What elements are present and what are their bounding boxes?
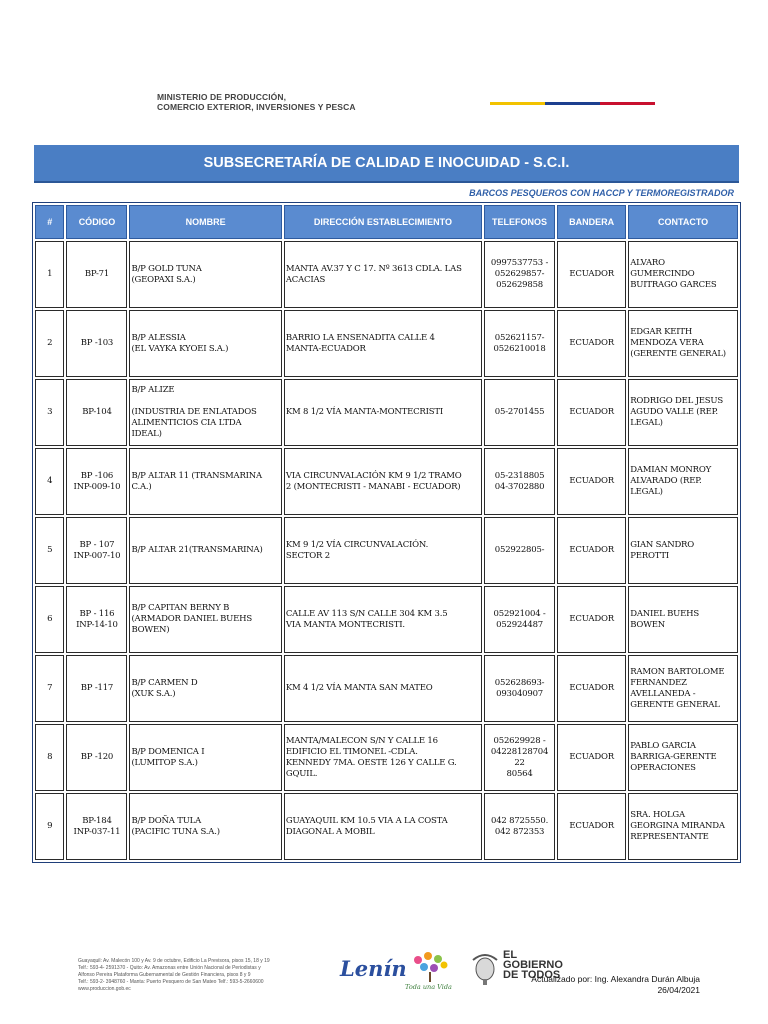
footer-address	[78, 958, 328, 993]
flag-bar	[490, 102, 655, 105]
cell-contacto-line: GEORGINA MIRANDA	[630, 821, 725, 831]
cell-codigo	[66, 517, 127, 584]
header-contacto: CONTACTO	[628, 205, 738, 239]
cell-direccion-line: VIA CIRCUNVALACIÓN KM 9 1/2 TRAMO	[285, 470, 462, 481]
cell-direccion-line: DIAGONAL A MOBIL	[285, 826, 375, 837]
cell-bandera: ECUADOR	[557, 517, 626, 584]
cell-contacto-line: FERNANDEZ	[630, 677, 687, 688]
table-body	[35, 241, 738, 860]
cell-codigo-line: INP-009-10	[73, 481, 121, 492]
cell-bandera: ECUADOR	[557, 241, 626, 308]
cell-nombre-line: B/P DOÑA TULA	[131, 815, 202, 826]
cell-direccion	[284, 793, 482, 860]
cell-nombre	[129, 310, 281, 377]
cell-nombre-line: (EL VAYKA KYOEI S.A.)	[131, 343, 229, 354]
cell-telefonos	[484, 517, 555, 584]
cell-contacto	[628, 379, 738, 446]
table-row	[35, 310, 738, 377]
cell-telefonos	[484, 310, 555, 377]
cell-direccion-line: MANTA/MALECON S/N Y CALLE 16	[285, 735, 438, 746]
updated-by: Actualizado por: Ing. Alexandra Durán Albuja	[531, 974, 700, 984]
cell-bandera: ECUADOR	[557, 379, 626, 446]
cell-codigo-line: BP -103	[80, 338, 114, 348]
flag-stripe-red	[600, 102, 655, 105]
cell-telefonos-line: 042 872353	[494, 826, 545, 837]
cell-contacto-line: DAMIAN MONROY	[630, 465, 712, 475]
header-direccion: DIRECCIÓN ESTABLECIMIENTO	[284, 205, 482, 239]
footer-address-line: www.produccion.gob.ec	[78, 986, 131, 992]
gobierno-logo-line: GOBIERNO	[503, 959, 563, 971]
gobierno-logo-line: EL	[503, 949, 518, 961]
cell-nombre-line: B/P ALESSIA	[131, 332, 186, 343]
cell-nombre-line: C.A.)	[131, 481, 152, 492]
cell-telefonos	[484, 793, 555, 860]
cell-num: 8	[35, 724, 64, 791]
cell-contacto	[628, 241, 738, 308]
flag-stripe-blue	[545, 102, 600, 105]
cell-num: 1	[35, 241, 64, 308]
table-row	[35, 517, 738, 584]
cell-contacto-line: LEGAL)	[630, 487, 663, 497]
cell-nombre	[129, 655, 281, 722]
cell-telefonos-line: 04-3702880	[494, 481, 545, 492]
cell-num: 3	[35, 379, 64, 446]
cell-telefonos-line: 093040907	[496, 688, 543, 699]
cell-telefonos-line: 052621157-	[494, 332, 545, 343]
cell-codigo-line: BP - 116	[79, 608, 115, 619]
cell-contacto	[628, 655, 738, 722]
cell-contacto-line: LEGAL)	[630, 418, 663, 428]
cell-bandera: ECUADOR	[557, 724, 626, 791]
cell-nombre-line: IDEAL)	[131, 429, 162, 439]
cell-telefonos-line: 04228128704 22	[490, 746, 549, 768]
cell-codigo	[66, 655, 127, 722]
cell-contacto-line: PABLO GARCIA	[630, 741, 696, 751]
cell-telefonos-line: 052628693-	[494, 677, 545, 688]
cell-telefonos	[484, 724, 555, 791]
header-telefonos: TELEFONOS	[484, 205, 555, 239]
cell-telefonos-line: 052629858	[496, 280, 543, 290]
header-num: #	[35, 205, 64, 239]
cell-nombre-line: B/P ALTAR 21(TRANSMARINA)	[131, 545, 263, 555]
cell-bandera: ECUADOR	[557, 655, 626, 722]
table-row	[35, 586, 738, 653]
cell-direccion-line: KM 8 1/2 VÍA MANTA-MONTECRISTI	[285, 407, 444, 417]
cell-direccion-line: CALLE AV 113 S/N CALLE 304 KM 3.5	[285, 608, 448, 619]
table-row	[35, 655, 738, 722]
cell-contacto-line: REPRESENTANTE	[630, 832, 709, 842]
cell-nombre	[129, 517, 281, 584]
cell-contacto-line: GUMERCINDO	[630, 269, 695, 279]
cell-codigo	[66, 310, 127, 377]
cell-direccion	[284, 379, 482, 446]
cell-contacto-line: RAMON BARTOLOME	[630, 666, 725, 677]
update-date: 26/04/2021	[657, 985, 700, 995]
cell-direccion	[284, 724, 482, 791]
cell-telefonos	[484, 655, 555, 722]
cell-codigo-line: BP -106	[80, 470, 114, 481]
gobierno-logo-line: DE TODOS	[503, 969, 561, 981]
cell-contacto-line: MENDOZA VERA	[630, 338, 704, 348]
cell-direccion	[284, 517, 482, 584]
cell-contacto-line: OPERACIONES	[630, 763, 696, 773]
cell-direccion	[284, 586, 482, 653]
cell-contacto-line: SRA. HOLGA	[630, 810, 685, 820]
cell-telefonos-line: 052629857-	[494, 269, 545, 279]
cell-nombre-line: B/P DOMENICA I	[131, 746, 205, 757]
cell-direccion	[284, 448, 482, 515]
cell-direccion-line: GUAYAQUIL KM 10.5 VIA A LA COSTA	[285, 815, 448, 826]
cell-nombre	[129, 448, 281, 515]
cell-contacto-line: ALVARO	[630, 258, 665, 268]
table-header-row	[35, 205, 738, 239]
cell-codigo-line: BP -120	[80, 752, 114, 762]
cell-codigo-line: BP - 107	[79, 539, 115, 550]
cell-codigo-line: INP-007-10	[73, 550, 121, 561]
cell-codigo-line: BP-104	[82, 407, 112, 417]
cell-telefonos-line: 80564	[506, 768, 533, 779]
vessels-table-wrapper	[32, 202, 741, 863]
cell-contacto-line: RODRIGO DEL JESUS	[630, 396, 724, 406]
cell-telefonos-line: 052921004 -	[493, 608, 546, 619]
cell-direccion	[284, 310, 482, 377]
cell-nombre-line: B/P CAPITAN BERNY B	[131, 603, 230, 613]
cell-direccion-line: GQUIL.	[285, 768, 318, 779]
table-row	[35, 724, 738, 791]
cell-codigo-line: BP-71	[84, 269, 110, 279]
cell-nombre-line: BOWEN)	[131, 625, 170, 635]
cell-telefonos-line: 052922805-	[494, 545, 545, 555]
cell-direccion-line: KM 4 1/2 VÍA MANTA SAN MATEO	[285, 683, 433, 693]
cell-codigo	[66, 448, 127, 515]
cell-bandera: ECUADOR	[557, 586, 626, 653]
cell-telefonos	[484, 241, 555, 308]
ministry-line-1: MINISTERIO DE PRODUCCIÓN,	[157, 92, 287, 102]
cell-direccion-line: VIA MANTA MONTECRISTI.	[285, 619, 405, 630]
cell-contacto-line: GIAN SANDRO	[630, 539, 695, 550]
table-subtitle: BARCOS PESQUEROS CON HACCP Y TERMOREGISTRADOR	[469, 188, 734, 198]
cell-telefonos-line: 052629928 -	[493, 735, 546, 746]
cell-contacto-line: (GERENTE GENERAL)	[630, 349, 726, 359]
cell-telefonos-line: 042 8725550.	[491, 815, 549, 826]
cell-bandera: ECUADOR	[557, 793, 626, 860]
cell-direccion-line: BARRIO LA ENSENADITA CALLE 4	[285, 332, 435, 343]
cell-nombre	[129, 586, 281, 653]
cell-direccion-line: SECTOR 2	[285, 550, 330, 561]
cell-nombre-line: (PACIFIC TUNA S.A.)	[131, 826, 220, 837]
cell-nombre-line: B/P ALIZE	[131, 385, 175, 395]
cell-telefonos-line: 05-2318805	[494, 470, 545, 481]
vessels-table	[32, 202, 741, 863]
cell-nombre-line: (GEOPAXI S.A.)	[131, 274, 196, 285]
table-row	[35, 379, 738, 446]
cell-nombre	[129, 379, 281, 446]
cell-telefonos-line: 0997537753 -	[490, 258, 549, 268]
cell-nombre-line: (LUMITOP S.A.)	[131, 757, 198, 768]
cell-codigo	[66, 241, 127, 308]
cell-nombre-line: B/P CARMEN D	[131, 677, 198, 688]
cell-codigo-line: BP -117	[80, 683, 114, 693]
cell-contacto-line: AGUDO VALLE (REP.	[630, 407, 718, 417]
ecuador-coat-of-arms-icon	[470, 952, 500, 986]
cell-contacto	[628, 517, 738, 584]
cell-contacto-line: GERENTE GENERAL	[630, 699, 720, 710]
cell-nombre-line: (ARMADOR DANIEL BUEHS	[131, 614, 252, 624]
cell-telefonos	[484, 448, 555, 515]
cell-num: 2	[35, 310, 64, 377]
cell-contacto-line: EDGAR KEITH	[630, 327, 693, 337]
footer-address-line: Alfonso Pereira Plataforma Gubernamental de Gestión Financiera, pisos 8 y 9	[78, 972, 251, 978]
cell-contacto-line: DANIEL BUEHS	[630, 608, 699, 619]
cell-contacto-line: BUITRAGO GARCES	[630, 280, 717, 290]
cell-codigo	[66, 379, 127, 446]
cell-direccion-line: EDIFICIO EL TIMONEL -CDLA.	[285, 746, 418, 757]
cell-num: 9	[35, 793, 64, 860]
cell-codigo	[66, 793, 127, 860]
cell-nombre	[129, 241, 281, 308]
cell-nombre	[129, 724, 281, 791]
cell-bandera: ECUADOR	[557, 448, 626, 515]
cell-contacto-line: BARRIGA-GERENTE	[630, 752, 717, 762]
cell-telefonos-line: 0526210018	[493, 343, 546, 354]
cell-nombre-line: (XUK S.A.)	[131, 688, 176, 699]
cell-num: 4	[35, 448, 64, 515]
page-title: SUBSECRETARÍA DE CALIDAD E INOCUIDAD - S.C.I.	[203, 155, 570, 171]
cell-telefonos-line: 05-2701455	[494, 407, 545, 417]
cell-telefonos	[484, 586, 555, 653]
cell-num: 5	[35, 517, 64, 584]
footer-address-line: Guayaquil: Av. Malecón 100 y Av. 9 de octubre, Edificio La Previsora, pisos 15, 18 y 19	[78, 958, 270, 964]
cell-codigo-line: INP-14-10	[76, 619, 118, 630]
cell-direccion	[284, 241, 482, 308]
footer-address-line: Telf.: 593-4- 2591370 - Quito: Av. Amazonas entre Unión Nacional de Periodistas y	[78, 965, 261, 971]
cell-num: 7	[35, 655, 64, 722]
cell-contacto	[628, 448, 738, 515]
cell-nombre-line: B/P GOLD TUNA	[131, 263, 202, 274]
cell-direccion-line: ACACIAS	[285, 274, 326, 285]
ministry-line-2: COMERCIO EXTERIOR, INVERSIONES Y PESCA	[157, 102, 356, 112]
table-row	[35, 448, 738, 515]
cell-contacto	[628, 724, 738, 791]
cell-contacto-line: ALVARADO (REP.	[630, 476, 702, 486]
flag-stripe-yellow	[490, 102, 545, 105]
cell-codigo-line: INP-037-11	[73, 826, 121, 837]
footer-address-line: Telf.: 593-2- 3948760 - Manta: Puerto Pesquero de San Mateo Telf.: 593-5-2660600	[78, 979, 264, 985]
cell-direccion-line: MANTA AV.37 Y C 17. Nº 3613 CDLA. LAS	[285, 263, 462, 274]
cell-num: 6	[35, 586, 64, 653]
cell-contacto	[628, 586, 738, 653]
header-nombre: NOMBRE	[129, 205, 281, 239]
update-info	[515, 974, 700, 996]
toda-una-vida-text: Toda una Vida	[405, 983, 452, 991]
table-row	[35, 241, 738, 308]
cell-contacto-line: BOWEN	[630, 619, 665, 630]
cell-contacto-line: PEROTTI	[630, 550, 669, 561]
cell-telefonos	[484, 379, 555, 446]
cell-contacto	[628, 310, 738, 377]
lenin-logo: Lenín	[340, 956, 407, 981]
cell-nombre-line: ALIMENTICIOS CIA LTDA	[131, 418, 242, 428]
header-codigo: CÓDIGO	[66, 205, 127, 239]
cell-nombre-line	[131, 396, 279, 407]
cell-direccion	[284, 655, 482, 722]
cell-direccion-line: MANTA-ECUADOR	[285, 343, 366, 354]
cell-direccion-line: KENNEDY 7MA. OESTE 126 Y CALLE G.	[285, 757, 457, 768]
cell-bandera: ECUADOR	[557, 310, 626, 377]
cell-nombre-line: B/P ALTAR 11 (TRANSMARINA	[131, 470, 262, 481]
cell-contacto-line: AVELLANEDA -	[630, 688, 696, 699]
page-title-banner	[34, 145, 739, 183]
cell-telefonos-line: 052924487	[496, 619, 543, 630]
header-bandera: BANDERA	[557, 205, 626, 239]
cell-codigo	[66, 724, 127, 791]
cell-nombre-line: (INDUSTRIA DE ENLATADOS	[131, 407, 257, 417]
cell-codigo	[66, 586, 127, 653]
cell-contacto	[628, 793, 738, 860]
ministry-name	[157, 92, 356, 112]
cell-nombre	[129, 793, 281, 860]
cell-codigo-line: BP-184	[82, 815, 112, 826]
table-row	[35, 793, 738, 860]
cell-direccion-line: KM 9 1/2 VÍA CIRCUNVALACIÓN.	[285, 539, 429, 550]
cell-direccion-line: 2 (MONTECRISTI - MANABI - ECUADOR)	[285, 481, 461, 492]
